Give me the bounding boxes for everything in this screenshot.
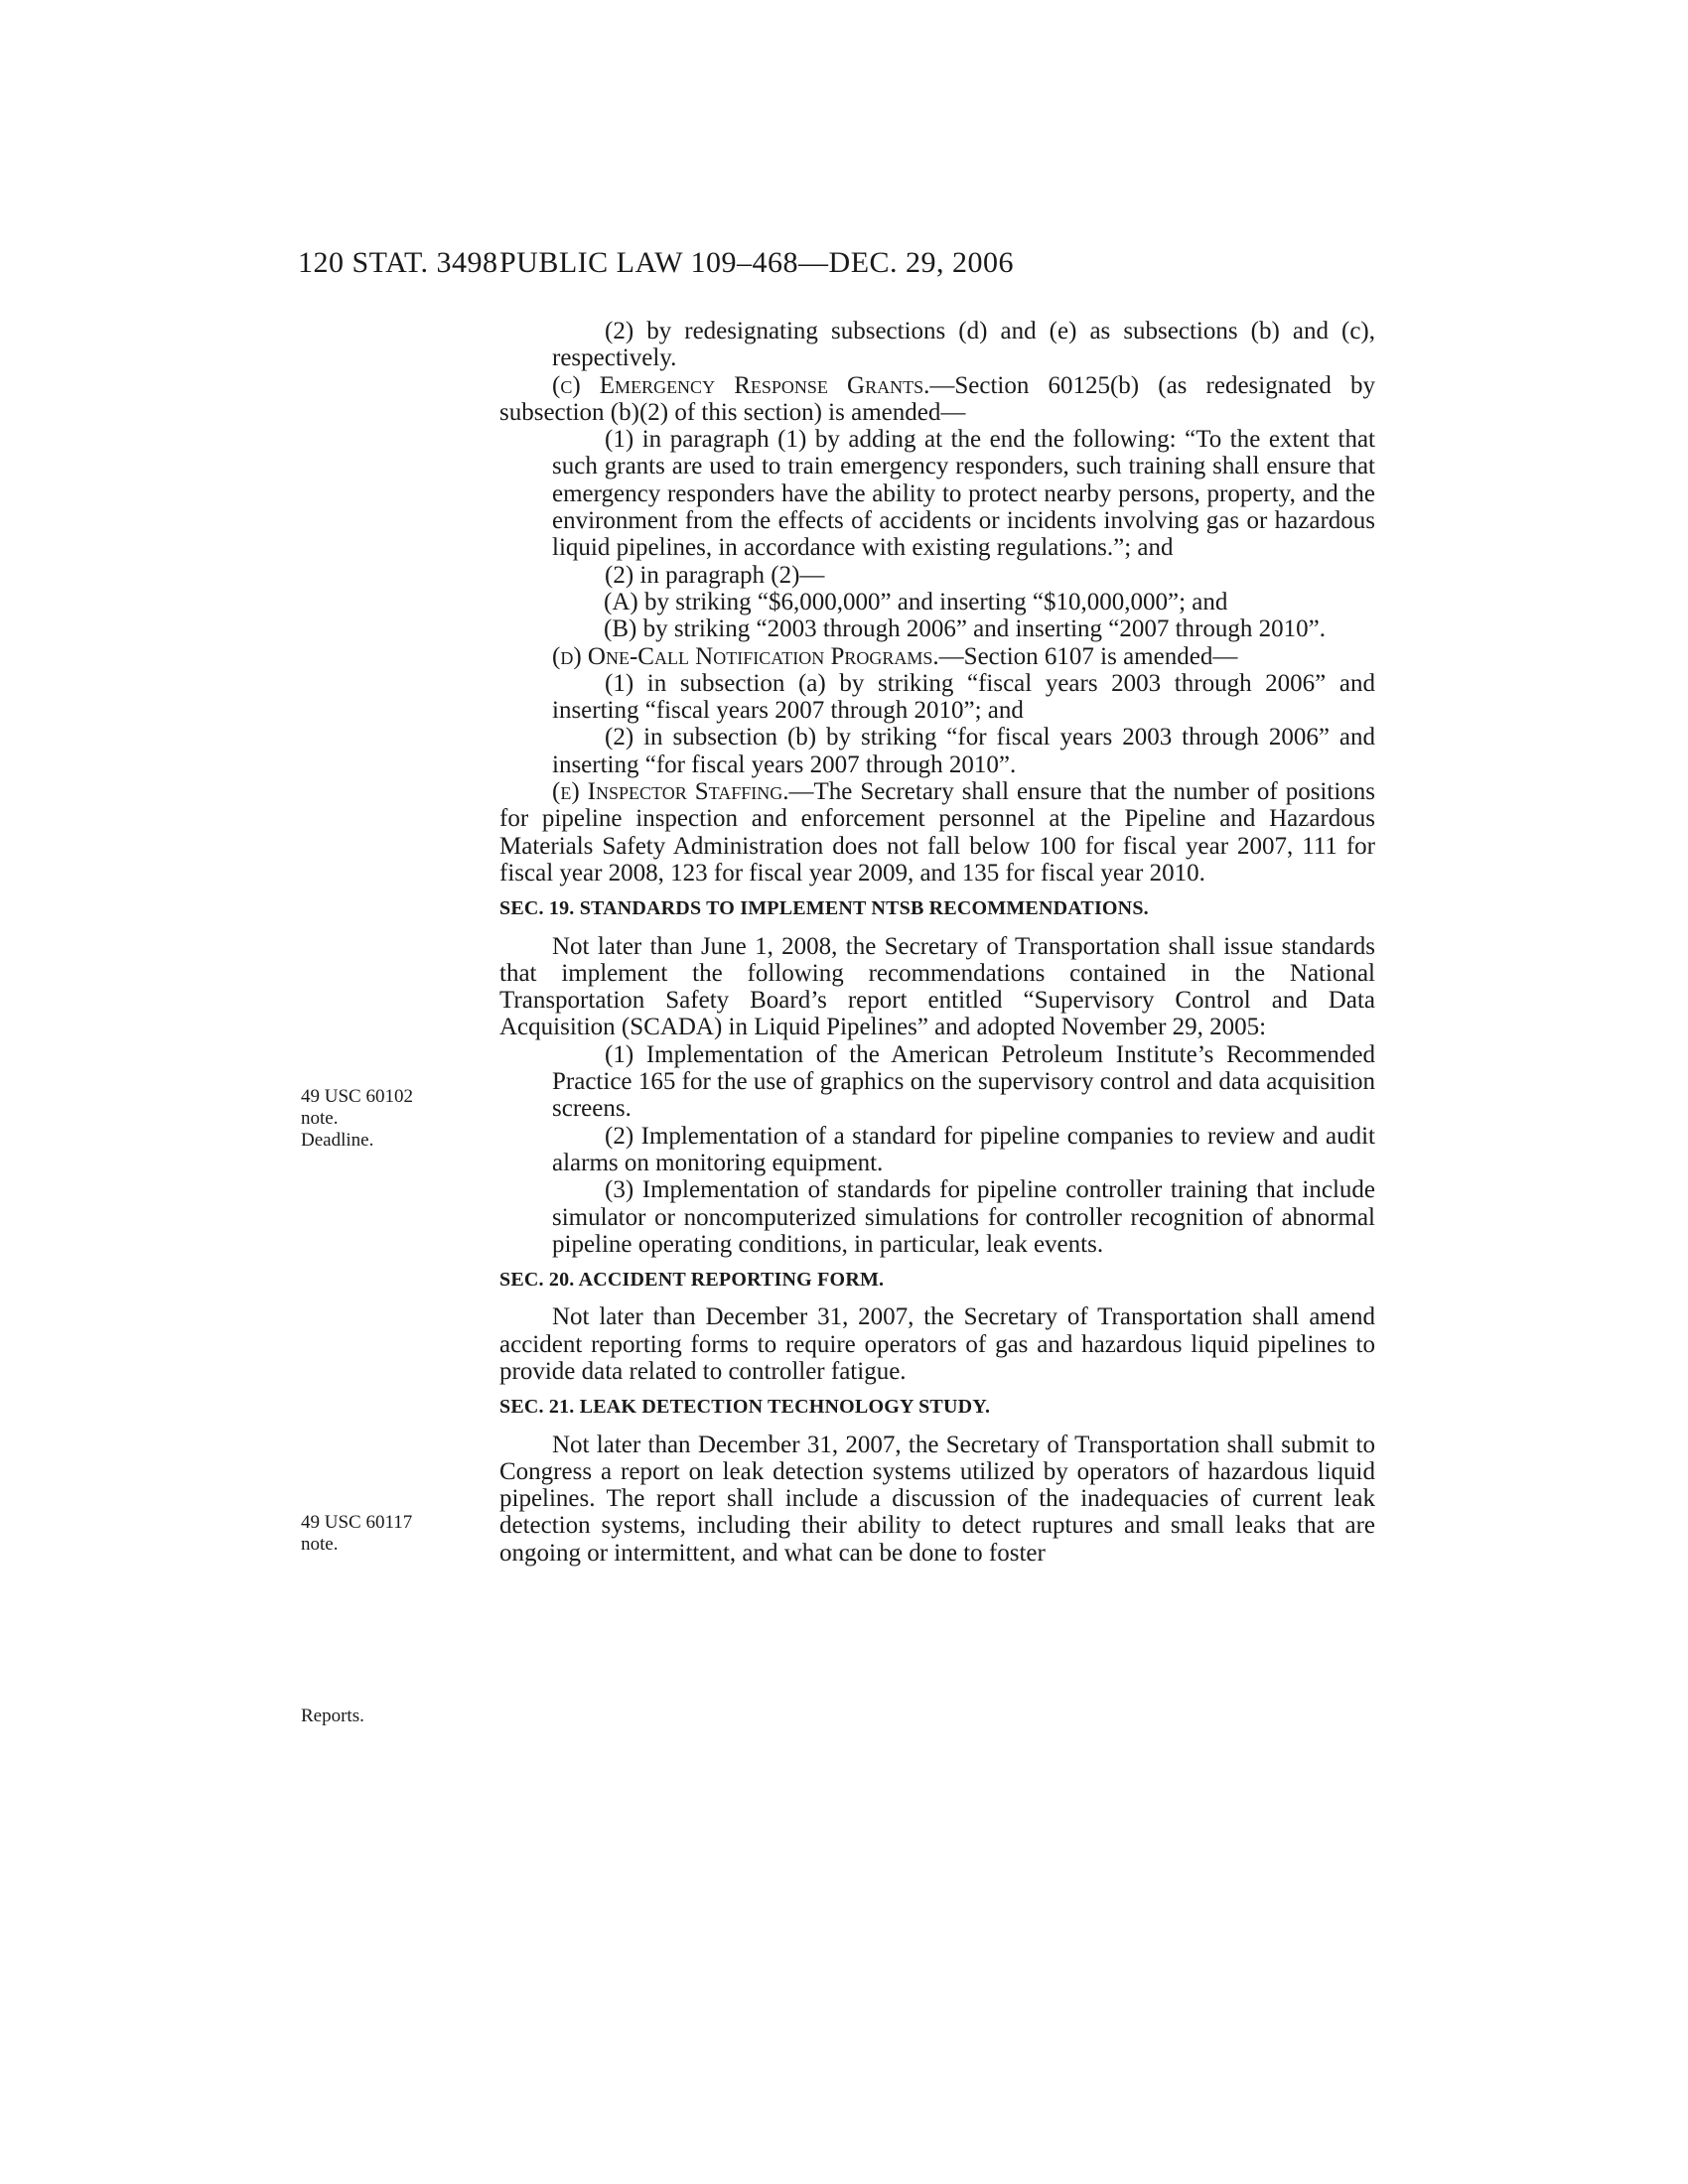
subsection-c-text: —Section 60125(b) (as redesignated by subsection (b)(2) of this section) is amended— [499, 371, 1375, 426]
subsection-c-heading: (c) Emergency Response Grants. [552, 371, 930, 399]
paragraph-c2: (2) in paragraph (2)— [605, 561, 825, 589]
law-title: PUBLIC LAW 109–468—DEC. 29, 2006 [499, 246, 1015, 279]
margin-note-line: Deadline. [301, 1130, 374, 1151]
section-21-text: Not later than December 31, 2007, the Secretary of Transportation shall submit to Congress a report on leak detection systems utilized by operators of hazardous liquid pipelines. The report shall include a discussion of the inadequacies of current leak detection systems, including their ability to detect ruptures and small leaks that are ongoing or intermittent, and what can be done to foster [499, 1431, 1375, 1567]
section-21-heading: SEC. 21. LEAK DETECTION TECHNOLOGY STUDY. [499, 1396, 991, 1419]
subsection-e-heading: (e) Inspector Staffing. [552, 778, 789, 806]
paragraph-d1: (1) in subsection (a) by striking “fiscal years 2003 through 2006” and inserting “fiscal years 2007 through 2010”; and [552, 669, 1375, 725]
margin-note-line: 49 USC 60117 [301, 1512, 413, 1533]
subparagraph-c2a: (A) by striking “$6,000,000” and inserting “$10,000,000”; and [604, 588, 1228, 615]
section-19-item-2: (2) Implementation of a standard for pipeline companies to review and audit alarms on monitoring equipment. [552, 1122, 1375, 1176]
margin-note-line: note. [301, 1108, 339, 1129]
subsection-e [499, 778, 1375, 887]
subparagraph-c2b: (B) by striking “2003 through 2006” and inserting “2007 through 2010”. [604, 615, 1326, 643]
subsection-c [499, 372, 1375, 427]
margin-note-line: 49 USC 60102 [301, 1086, 413, 1107]
subsection-e-text: —The Secretary shall ensure that the number of positions for pipeline inspection and enforcement personnel at the Pipeline and Hazardous Materials Safety Administration does not fall below 100 for fiscal year 2007, 111 for fiscal year 2008, 123 for fiscal year 2009, and 135 for fiscal year 2010. [499, 778, 1376, 887]
section-20-heading: SEC. 20. ACCIDENT REPORTING FORM. [499, 1269, 885, 1292]
body-column [499, 318, 1375, 1567]
paragraph-c1: (1) in paragraph (1) by adding at the end the following: “To the extent that such grants are used to train emergency responders, such training shall ensure that emergency responders have the ability to protect nearby persons, property, and the environment from the effects of accidents or incidents involving gas or hazardous liquid pipelines, in accordance with existing regulations.”; and [552, 426, 1375, 562]
subsection-d-heading: (d) One-Call Notification Programs. [552, 642, 939, 670]
margin-note-line: Reports. [301, 1706, 364, 1726]
subsection-d-text: —Section 6107 is amended— [938, 642, 1238, 670]
margin-note-line: note. [301, 1534, 339, 1555]
section-20-text: Not later than December 31, 2007, the Secretary of Transportation shall amend accident reporting forms to require operators of gas and hazardous liquid pipelines to provide data related to controller fatigue. [499, 1303, 1375, 1385]
page-header [0, 246, 1688, 286]
stat-page-number: 120 STAT. 3498 [298, 246, 498, 279]
subsection-d [499, 643, 1375, 670]
section-19-item-3: (3) Implementation of standards for pipeline controller training that include simulator or noncomputerized simulations for controller recognition of abnormal pipeline operating conditions, in particular, leak events. [552, 1176, 1375, 1258]
margin-note-sec21 [301, 1706, 480, 1727]
margin-note-sec20 [301, 1512, 480, 1556]
section-19-item-1: (1) Implementation of the American Petroleum Institute’s Recommended Practice 165 for the use of graphics on the supervisory control and data acquisition screens. [552, 1040, 1375, 1123]
paragraph-d2: (2) in subsection (b) by striking “for fiscal years 2003 through 2006” and inserting “for fiscal years 2007 through 2010”. [552, 724, 1375, 778]
margin-note-sec19 [301, 1086, 480, 1152]
section-19-text: Not later than June 1, 2008, the Secretary of Transportation shall issue standards that implement the following recommendations contained in the National Transportation Safety Board’s report entitled “Supervisory Control and Data Acquisition (SCADA) in Liquid Pipelines” and adopted November 29, 2005: [499, 932, 1375, 1041]
paragraph-b2: (2) by redesignating subsections (d) and (e) as subsections (b) and (c), respectively. [552, 318, 1375, 372]
section-19-heading: SEC. 19. STANDARDS TO IMPLEMENT NTSB RECOMMENDATIONS. [499, 897, 1149, 920]
